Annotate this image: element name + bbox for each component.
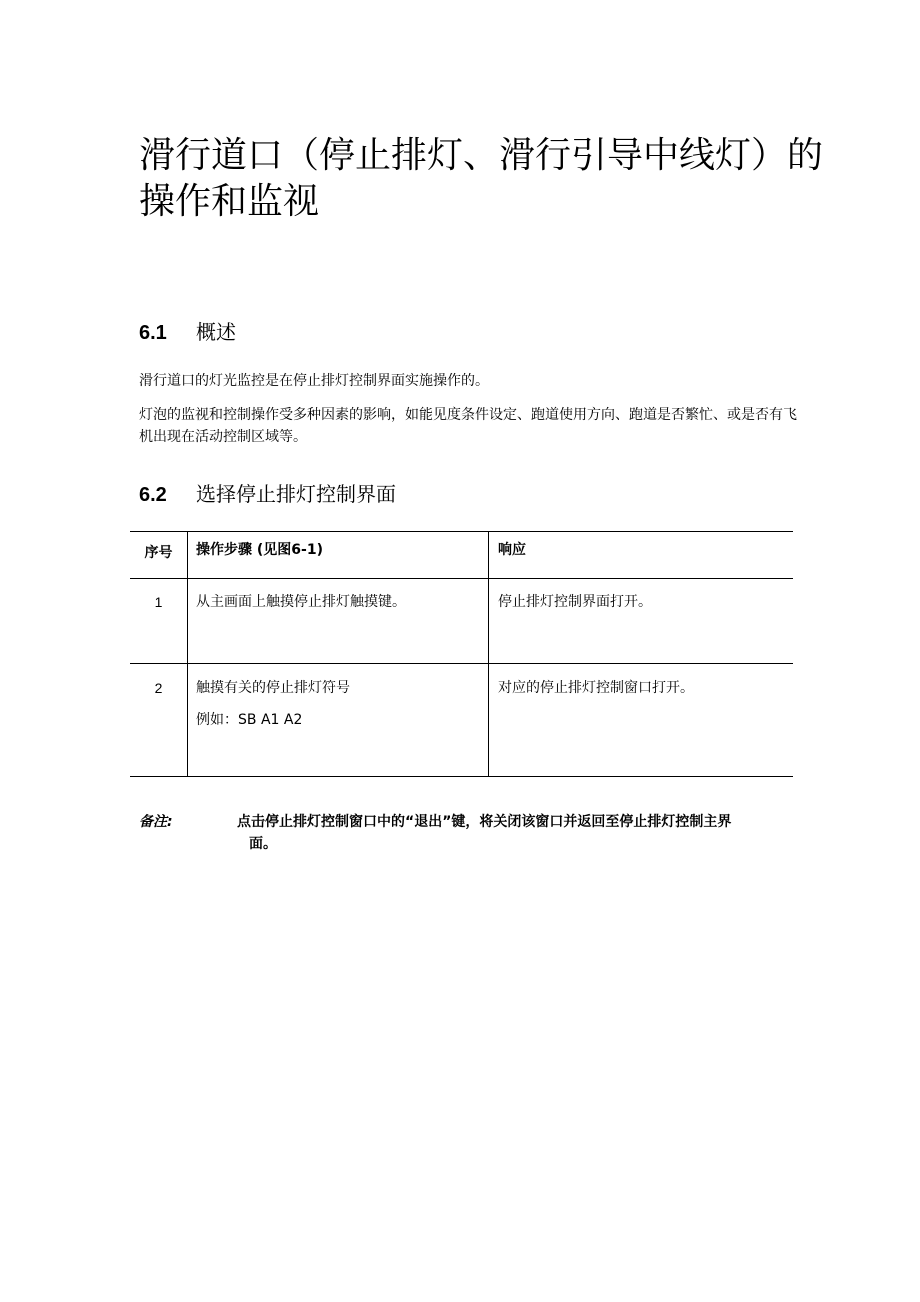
section-title: 选择停止排灯控制界面 (196, 482, 396, 506)
section-number: 6.2 (139, 484, 167, 506)
row-divider (130, 578, 793, 579)
note-label: 备注: (139, 814, 173, 830)
section-number: 6.1 (139, 322, 167, 344)
header-step: 操作步骤 (见图6-1) (196, 542, 323, 558)
row-2-response: 对应的停止排灯控制窗口打开。 (498, 680, 694, 696)
row-2-step: 触摸有关的停止排灯符号 (196, 680, 350, 696)
section-6-1-paragraph-1: 滑行道口的灯光监控是在停止排灯控制界面实施操作的。 (139, 373, 489, 389)
row-2-num: 2 (154, 680, 163, 696)
column-divider (187, 532, 188, 776)
row-divider (130, 663, 793, 664)
row-1-num: 1 (154, 594, 163, 610)
row-1-response: 停止排灯控制界面打开。 (498, 594, 652, 610)
header-num: 序号 (144, 545, 173, 561)
title-line-2: 操作和监视 (139, 181, 320, 222)
row-1-step: 从主画面上触摸停止排灯触摸键。 (196, 594, 406, 610)
column-divider (488, 532, 489, 776)
document-title (139, 133, 859, 225)
section-6-1-paragraph-2: 灯泡的监视和控制操作受多种因素的影响，如能见度条件设定、跑道使用方向、跑道是否繁忙、或是否有飞机出现在活动控制区域等。 (139, 407, 797, 445)
procedure-table (130, 531, 793, 777)
section-6-1-heading (139, 319, 236, 346)
note-text-line-1: 点击停止排灯控制窗口中的“退出”键，将关闭该窗口并返回至停止排灯控制主界 (237, 814, 732, 830)
row-2-step-example: 例如：SB A1 A2 (196, 712, 303, 728)
header-response: 响应 (498, 542, 526, 558)
note-text-line-2: 面。 (249, 836, 277, 852)
section-6-2-heading (139, 481, 396, 508)
section-title: 概述 (196, 320, 236, 344)
title-line-1: 滑行道口（停止排灯、滑行引导中线灯）的 (139, 135, 824, 176)
note-text (237, 811, 797, 855)
